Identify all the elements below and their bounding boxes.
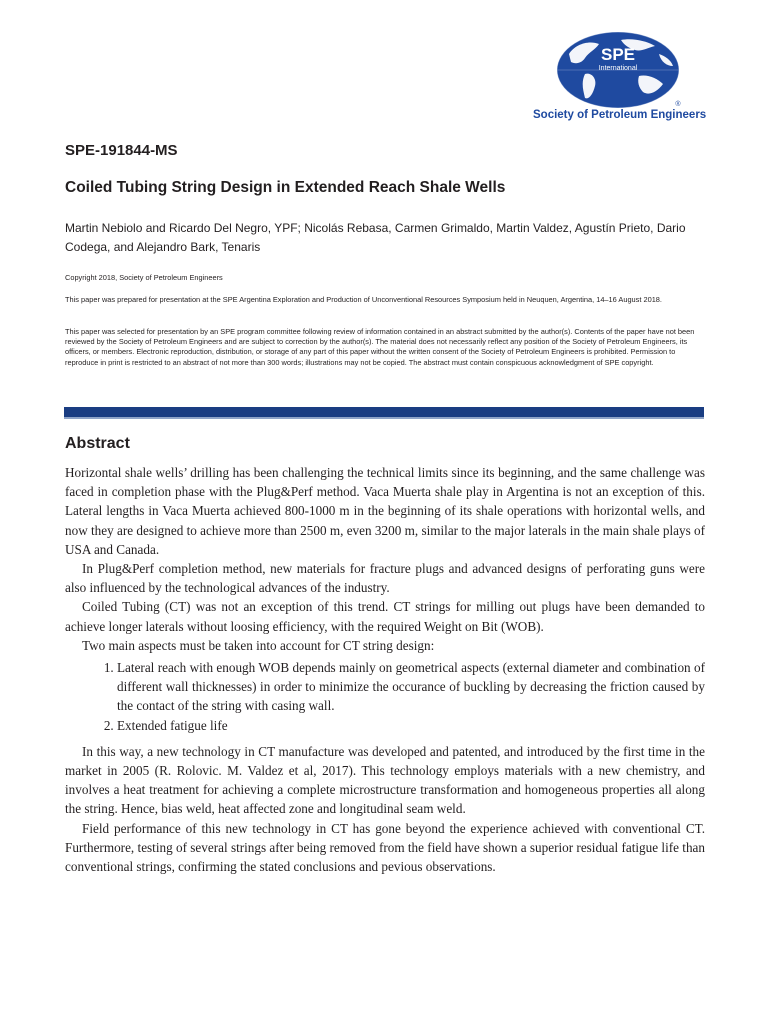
- design-aspects-list: [65, 658, 705, 735]
- paper-title: Coiled Tubing String Design in Extended Reach Shale Wells: [65, 179, 506, 196]
- authors: Martin Nebiolo and Ricardo Del Negro, YPF; Nicolás Rebasa, Carmen Grimaldo, Martin Valdez, Agustín Prieto, Dario Codega, and Alejandro Bark, Tenaris: [65, 221, 686, 254]
- paper-id: SPE-191844-MS: [65, 142, 178, 159]
- list-item: 2. Extended fatigue life: [117, 716, 705, 735]
- selection-notice: This paper was selected for presentation by an SPE program committee following review of information contained in an abstract submitted by the author(s). Contents of the paper have not been reviewed by the Society of Petroleum Engineers and are subject to correction by the author(s). The material does not necessarily reflect any position of the Society of Petroleum Engineers, its officers, or members. Electronic reproduction, distribution, or storage of any part of this paper without the written consent of the Society of Petroleum Engineers is prohibited. Permission to reproduce in print is restricted to an abstract of not more than 300 words; illustrations may not be copied. The abstract must contain conspicuous acknowledgment of SPE copyright.: [65, 327, 695, 367]
- abstract-paragraph: Field performance of this new technology in CT has gone beyond the experience achieved with conventional CT. Furthermore, testing of several strings after being removed from the field have shown a superior residual fatigue life than conventional strings, confirming the stated conclusions and pevious observations.: [65, 820, 705, 875]
- section-divider: [64, 407, 704, 419]
- list-item: 1. Lateral reach with enough WOB depends mainly on geometrical aspects (external diameter and combination of different wall thicknesses) in order to minimize the occurance of buckling by decreasing the friction caused by the contact of the string with casing wall.: [117, 658, 705, 716]
- abstract-paragraph: Coiled Tubing (CT) was not an exception of this trend. CT strings for milling out plugs have been demanded to achieve longer laterals without loosing efficiency, with the required Weight on Bit (WOB).: [65, 599, 705, 634]
- prepared-notice: This paper was prepared for presentation at the SPE Argentina Exploration and Production of Unconventional Resources Symposium held in Neuquen, Argentina, 14–16 August 2018.: [65, 295, 662, 304]
- abstract-body: [65, 463, 705, 876]
- logo-mark: SPE: [600, 45, 636, 64]
- abstract-paragraph: Two main aspects must be taken into account for CT string design:: [82, 637, 435, 653]
- registered-mark: ®: [675, 101, 681, 108]
- abstract-paragraph: In Plug&Perf completion method, new materials for fracture plugs and advanced designs of perforating guns were also influenced by the technological advances of the industry.: [65, 561, 705, 596]
- abstract-paragraph: In this way, a new technology in CT manufacture was developed and patented, and introduced by the first time in the market in 2005 (R. Rolovic. M. Valdez et al, 2017). This technology employs materials with a new chemistry, and involves a heat treatment for achieving a complete microstructure transformation and homogeneous properties all along the string. Hence, bias weld, heat affected zone and longitudinal seam weld.: [65, 743, 705, 817]
- spe-logo: [533, 30, 707, 126]
- copyright-notice: Copyright 2018, Society of Petroleum Engineers: [65, 273, 223, 282]
- abstract-paragraph: Horizontal shale wells’ drilling has been challenging the technical limits since its beginning, and the same challenge was faced in completion phase with the Plug&Perf method. Vaca Muerta shale play in Argentina is not an exception of this. Lateral lengths in Vaca Muerta achieved 800-1000 m in the beginning of its shale operations with horizontal wells, and now they are designed to achieve more than 2500 m, even 3200 m, similar to the major laterals in the main shale plays of USA and Canada.: [65, 465, 705, 557]
- abstract-heading: Abstract: [65, 435, 130, 452]
- org-name: Society of Petroleum Engineers: [533, 109, 707, 121]
- globe-logo-icon: [555, 30, 681, 110]
- logo-mark-sub: International: [598, 65, 638, 72]
